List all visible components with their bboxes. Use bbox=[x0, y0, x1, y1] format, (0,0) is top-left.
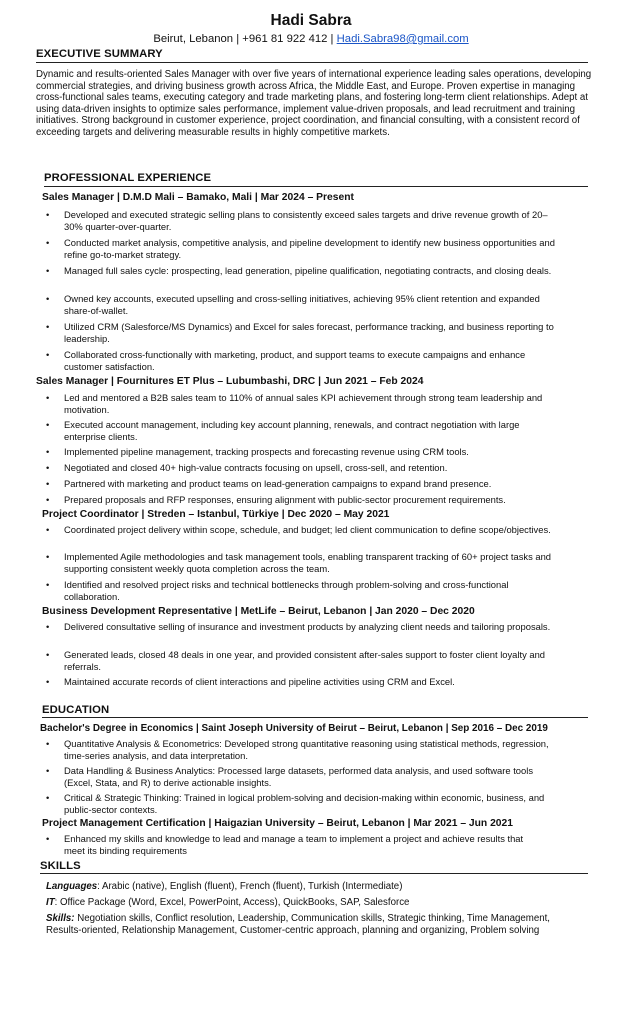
languages-line bbox=[46, 881, 586, 893]
job-bullet: Maintained accurate records of client interactions and pipeline activities using CRM and Excel. bbox=[64, 676, 455, 687]
bullet-icon: • bbox=[46, 478, 50, 489]
job-bullet: Generated leads, closed 48 deals in one year, and provided consistent after-sales support to foster client loyalty and referrals. bbox=[64, 649, 546, 672]
job-title: Sales Manager | D.M.D Mali – Bamako, Mali | Mar 2024 – Present bbox=[42, 192, 354, 203]
job-bullet: Prepared proposals and RFP responses, ensuring alignment with public-sector procurement requirements. bbox=[64, 494, 506, 505]
job-bullet: Implemented pipeline management, tracking prospects and forecasting revenue using CRM tools. bbox=[64, 446, 469, 457]
job-bullet: Delivered consultative selling of insurance and investment products by analyzing client needs and tailoring proposals. bbox=[64, 621, 551, 632]
bullet-icon: • bbox=[46, 321, 50, 332]
bullet-icon: • bbox=[46, 579, 50, 590]
it-value: : Office Package (Word, Excel, PowerPoint, Access), QuickBooks, SAP, Salesforce bbox=[54, 897, 410, 908]
languages-label: Languages bbox=[46, 881, 98, 892]
summary-heading: EXECUTIVE SUMMARY bbox=[36, 48, 163, 60]
job-bullet: Collaborated cross-functionally with marketing, product, and support teams to execute campaigns and enhance customer satisfaction. bbox=[64, 349, 526, 372]
education-bullet: Data Handling & Business Analytics: Processed large datasets, performed data analysis, and used software tools (Excel, Stata, and R) to derive actionable insights. bbox=[64, 765, 534, 788]
certification-title: Project Management Certification | Haigazian University – Beirut, Lebanon | Mar 2021 – Jun 2021 bbox=[42, 818, 513, 829]
bullet-icon: • bbox=[46, 494, 50, 505]
skills-value: Negotiation skills, Conflict resolution, Leadership, Communication skills, Strategic thinking, Time Management, Results-oriented, Relationship Management, Customer-centric approach, planning and organizing, Problem solving bbox=[46, 913, 550, 936]
education-divider bbox=[42, 717, 588, 718]
bullet-icon: • bbox=[46, 293, 50, 304]
bullet-icon: • bbox=[46, 738, 50, 749]
degree-title: Bachelor's Degree in Economics | Saint Joseph University of Beirut – Beirut, Lebanon | Sep 2016 – Dec 2019 bbox=[40, 723, 548, 734]
bullet-icon: • bbox=[46, 621, 50, 632]
job-bullet: Partnered with marketing and product teams on lead-generation campaigns to expand brand presence. bbox=[64, 478, 492, 489]
job-bullet: Led and mentored a B2B sales team to 110% of annual sales KPI achievement through strong team leadership and motivation. bbox=[64, 392, 543, 415]
skills-heading: SKILLS bbox=[40, 860, 81, 872]
education-heading: EDUCATION bbox=[42, 704, 110, 716]
bullet-icon: • bbox=[46, 349, 50, 360]
skills-line bbox=[46, 913, 586, 936]
contact-line bbox=[0, 33, 622, 45]
bullet-icon: • bbox=[46, 649, 50, 660]
job-title: Project Coordinator | Streden – Istanbul, Türkiye | Dec 2020 – May 2021 bbox=[42, 509, 390, 520]
bullet-icon: • bbox=[46, 676, 50, 687]
job-bullet: Identified and resolved project risks and technical bottlenecks through problem-solving and cross-functional collaboration. bbox=[64, 579, 509, 602]
job-bullet: Implemented Agile methodologies and task management tools, enabling transparent tracking of 60+ project tasks and supporting consistent weekly quota completion across the team. bbox=[64, 551, 552, 574]
bullet-icon: • bbox=[46, 237, 50, 248]
skills-label: Skills: bbox=[46, 913, 75, 924]
job-bullet: Utilized CRM (Salesforce/MS Dynamics) and Excel for sales forecast, performance tracking, and business reporting to leadership. bbox=[64, 321, 554, 344]
job-bullet: Conducted market analysis, competitive analysis, and pipeline development to identify new business opportunities and refine go-to-market strategy. bbox=[64, 237, 555, 260]
job-bullet: Negotiated and closed 40+ high-value contracts focusing on upsell, cross-sell, and retention. bbox=[64, 462, 448, 473]
email-link[interactable]: Hadi.Sabra98@gmail.com bbox=[336, 33, 469, 45]
summary-text: Dynamic and results-oriented Sales Manager with over five years of international experience leading sales operations, developing commercial strategies, and driving business growth across Africa, the Middle East, and Europe. Proven expertise in managing cross-functional sales teams, executing category and trade marketing plans, and fostering long-term client relationships. Adept at using data-driven insights to optimize sales performance, implement value-driven proposals, and lead recruitment and training initiatives. Strong background in customer experience, project coordination, and financial consulting, with a consistent record of exceeding targets and delivering measurable results in highly competitive markets. bbox=[36, 69, 592, 138]
bullet-icon: • bbox=[46, 524, 50, 535]
bullet-icon: • bbox=[46, 833, 50, 844]
bullet-icon: • bbox=[46, 765, 50, 776]
skills-divider bbox=[40, 873, 588, 874]
job-bullet: Managed full sales cycle: prospecting, lead generation, pipeline qualification, negotiating contracts, and closing deals. bbox=[64, 265, 552, 276]
bullet-icon: • bbox=[46, 792, 50, 803]
contact-details: Beirut, Lebanon | +961 81 922 412 | bbox=[153, 33, 337, 45]
job-bullet: Executed account management, including key account planning, renewals, and contract negotiation with large enterprise clients. bbox=[64, 419, 520, 442]
experience-heading: PROFESSIONAL EXPERIENCE bbox=[44, 172, 212, 184]
experience-divider bbox=[44, 186, 588, 187]
job-bullet: Coordinated project delivery within scope, schedule, and budget; led client communication to define scope/objectives. bbox=[64, 524, 551, 535]
job-bullet: Owned key accounts, executed upselling and cross-selling initiatives, achieving 95% client retention and expanded share-of-wallet. bbox=[64, 293, 540, 316]
summary-divider bbox=[36, 62, 588, 63]
job-title: Sales Manager | Fournitures ET Plus – Lubumbashi, DRC | Jun 2021 – Feb 2024 bbox=[36, 376, 424, 387]
education-bullet: Enhanced my skills and knowledge to lead and manage a team to implement a project and achieve results that meet its binding requirements bbox=[64, 833, 524, 856]
it-line bbox=[46, 897, 586, 909]
bullet-icon: • bbox=[46, 551, 50, 562]
job-title: Business Development Representative | MetLife – Beirut, Lebanon | Jan 2020 – Dec 2020 bbox=[42, 606, 475, 617]
candidate-name: Hadi Sabra bbox=[270, 12, 352, 29]
education-bullet: Critical & Strategic Thinking: Trained in logical problem-solving and decision-making within economic, business, and public-sector contexts. bbox=[64, 792, 545, 815]
it-label: IT bbox=[46, 897, 55, 908]
bullet-icon: • bbox=[46, 392, 50, 403]
education-bullet: Quantitative Analysis & Econometrics: Developed strong quantitative reasoning using statistical methods, regression, time-series analysis, and data interpretation. bbox=[64, 738, 549, 761]
bullet-icon: • bbox=[46, 265, 50, 276]
bullet-icon: • bbox=[46, 419, 50, 430]
bullet-icon: • bbox=[46, 209, 50, 220]
bullet-icon: • bbox=[46, 446, 50, 457]
languages-value: : Arabic (native), English (fluent), French (fluent), Turkish (Intermediate) bbox=[97, 881, 403, 892]
bullet-icon: • bbox=[46, 462, 50, 473]
job-bullet: Developed and executed strategic selling plans to consistently exceed sales targets and drive revenue growth of 20–30% quarter-over-quarter. bbox=[64, 209, 548, 232]
